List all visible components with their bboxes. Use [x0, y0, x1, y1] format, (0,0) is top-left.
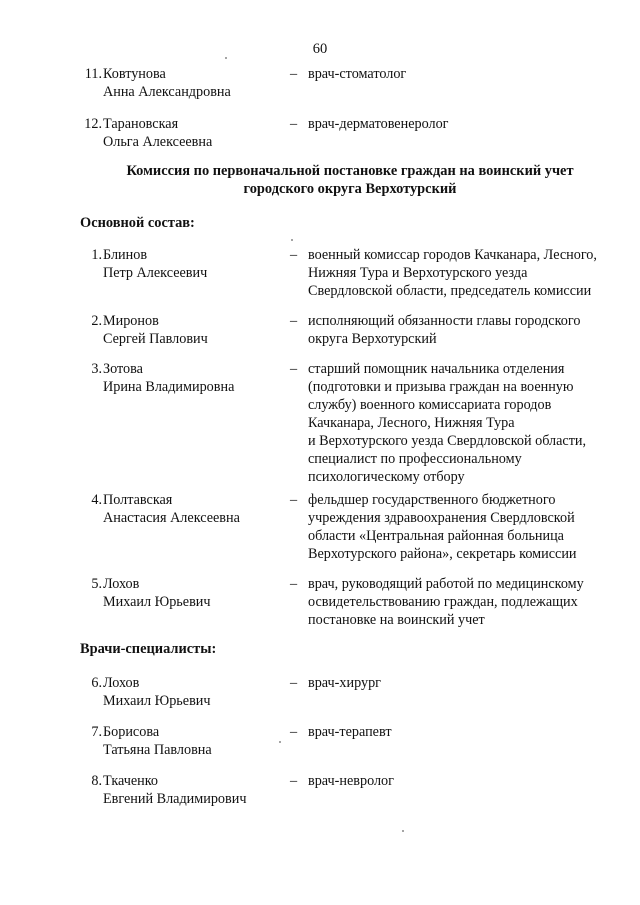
description-line: постановке на воинский учет: [308, 612, 485, 628]
surname: Зотова: [103, 361, 143, 377]
description-line: врач-невролог: [308, 773, 394, 789]
item-number: 12.: [84, 116, 102, 132]
scan-speck: [225, 57, 227, 59]
dash: –: [290, 675, 298, 691]
scan-speck: [402, 830, 404, 832]
person-name: [103, 491, 288, 527]
surname: Ковтунова: [103, 66, 166, 82]
description-line: старший помощник начальника отделения: [308, 361, 565, 377]
description-line: Нижняя Тура и Верхотурского уезда: [308, 265, 528, 281]
description-line: Верхотурского района», секретарь комиссии: [308, 546, 577, 562]
person-name: [103, 674, 288, 710]
given-name: Петр Алексеевич: [103, 265, 208, 281]
surname: Тарановская: [103, 116, 179, 132]
item-number: 11.: [84, 66, 102, 82]
person-name: [103, 772, 288, 808]
dash: –: [290, 576, 298, 592]
description-line: фельдшер государственного бюджетного: [308, 492, 556, 508]
description-line: врач, руководящий работой по медицинскому: [308, 576, 584, 592]
surname: Блинов: [103, 247, 148, 263]
person-name: [103, 65, 288, 101]
item-number: 4.: [91, 492, 102, 508]
dash: –: [290, 724, 298, 740]
description-line: военный комиссар городов Качканара, Лесного,: [308, 247, 597, 263]
description-line: области «Центральная районная больница: [308, 528, 564, 544]
description-line: учреждения здравоохранения Свердловской: [308, 510, 575, 526]
dash: –: [290, 66, 298, 82]
doctors-section-title: Врачи-специалисты:: [80, 641, 217, 657]
commission-title-line: Комиссия по первоначальной постановке граждан на воинский учет: [126, 163, 574, 179]
description-line: психологическому отбору: [308, 469, 465, 485]
item-number: 3.: [91, 361, 102, 377]
description-line: исполняющий обязанности главы городского: [308, 313, 581, 329]
person-name: [103, 246, 288, 282]
given-name: Татьяна Павловна: [103, 742, 212, 758]
description-line: (подготовки и призыва граждан на военную: [308, 379, 574, 395]
position-description: [308, 115, 618, 133]
main-section-title: Основной состав:: [80, 215, 195, 231]
item-number: 6.: [91, 675, 102, 691]
dash: –: [290, 773, 298, 789]
surname: Лохов: [103, 576, 140, 592]
description-line: врач-терапевт: [308, 724, 392, 740]
position-description: [308, 360, 618, 486]
commission-title-line: городского округа Верхотурский: [243, 181, 457, 197]
position-description: [308, 772, 618, 790]
description-line: службу) военного комиссариата городов: [308, 397, 552, 413]
person-name: [103, 312, 288, 348]
commission-title: [80, 162, 620, 198]
description-line: врач-хирург: [308, 675, 381, 691]
item-number: 2.: [91, 313, 102, 329]
dash: –: [290, 361, 298, 377]
person-name: [103, 575, 288, 611]
surname: Ткаченко: [103, 773, 159, 789]
description-line: специалист по профессиональному: [308, 451, 522, 467]
position-description: [308, 491, 618, 563]
scan-speck: [291, 239, 293, 241]
position-description: [308, 312, 618, 348]
description-line: и Верхотурского уезда Свердловской области,: [308, 433, 587, 449]
item-number: 7.: [91, 724, 102, 740]
item-number: 8.: [91, 773, 102, 789]
surname: Лохов: [103, 675, 140, 691]
given-name: Анастасия Алексеевна: [103, 510, 240, 526]
description-line: врач-стоматолог: [308, 66, 407, 82]
page-number: 60: [312, 41, 328, 57]
surname: Полтавская: [103, 492, 173, 508]
description-line: освидетельствованию граждан, подлежащих: [308, 594, 578, 610]
position-description: [308, 246, 618, 300]
dash: –: [290, 492, 298, 508]
dash: –: [290, 313, 298, 329]
given-name: Ирина Владимировна: [103, 379, 235, 395]
given-name: Ольга Алексеевна: [103, 134, 213, 150]
item-number: 5.: [91, 576, 102, 592]
dash: –: [290, 247, 298, 263]
person-name: [103, 723, 288, 759]
given-name: Сергей Павлович: [103, 331, 208, 347]
scan-speck: [279, 741, 281, 743]
description-line: врач-дерматовенеролог: [308, 116, 449, 132]
person-name: [103, 360, 288, 396]
person-name: [103, 115, 288, 151]
position-description: [308, 65, 618, 83]
given-name: Анна Александровна: [103, 84, 231, 100]
description-line: Качканара, Лесного, Нижняя Тура: [308, 415, 515, 431]
surname: Борисова: [103, 724, 160, 740]
description-line: округа Верхотурский: [308, 331, 437, 347]
description-line: Свердловской области, председатель комиссии: [308, 283, 592, 299]
given-name: Евгений Владимирович: [103, 791, 247, 807]
item-number: 1.: [91, 247, 102, 263]
given-name: Михаил Юрьевич: [103, 693, 211, 709]
position-description: [308, 575, 618, 629]
surname: Миронов: [103, 313, 159, 329]
given-name: Михаил Юрьевич: [103, 594, 211, 610]
position-description: [308, 723, 618, 741]
dash: –: [290, 116, 298, 132]
position-description: [308, 674, 618, 692]
